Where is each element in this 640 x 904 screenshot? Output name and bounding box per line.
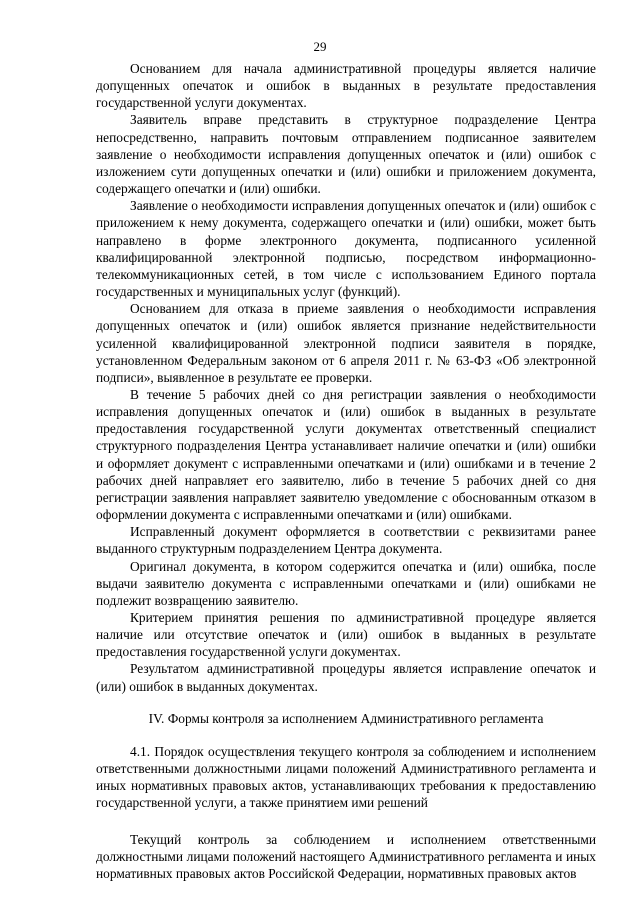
paragraph-applicant-right: Заявитель вправе представить в структурное подразделение Центра непосредственно, направить почтовым отправлением подписанное заявителем заявление о необходимости исправления допущенных опечаток и (или) ошибок с изложением сути допущенных опечатки и (или) ошибки и приложением документа, содержащего опечатки и (или) ошибки. [96,112,596,197]
section-heading: IV. Формы контроля за исполнением Административного регламента [148,710,544,726]
document-body [96,60,596,882]
paragraph-grounds-for-procedure: Основанием для начала административной процедуры является наличие допущенных опечаток и ошибок в выданных в результате предоставления государственной услуги документах. [96,61,596,111]
subsection-heading: 4.1. Порядок осуществления текущего контроля за соблюдением и исполнением ответственными должностными лицами положений Административного регламента и иных нормативных правовых актов, устанавливающих требования к предоставлению государственной услуги, а также принятием ими решений [96,743,596,811]
paragraph-grounds-for-refusal: Основанием для отказа в приеме заявления о необходимости исправления допущенных опечаток и (или) ошибок является признание недействительности усиленной квалифицированной электронной подписи заявителя в порядке, установленном Федеральным законом от 6 апреля 2011 г. № 63-ФЗ «Об электронной подписи», выявленное в результате ее проверки. [96,301,596,385]
paragraph-procedure-result: Результатом административной процедуры является исправление опечаток и (или) ошибок в выданных документах. [96,661,596,694]
paragraph-electronic-application: Заявление о необходимости исправления допущенных опечаток и (или) ошибок с приложением к нему документа, содержащего опечатки и (или) ошибки, может быть направлено в форме электронного документа, подписанного усиленной квалифицированной электронной подписью, посредством информационно-телекоммуникационных сетей, в том числе с использованием Единого портала государственных и муниципальных услуг (функций). [96,198,596,300]
paragraph-corrected-document: Исправленный документ оформляется в соответствии с реквизитами ранее выданного структурным подразделением Центра документа. [96,524,596,557]
paragraph-current-control: Текущий контроль за соблюдением и исполнением ответственными должностными лицами положений настоящего Административного регламента и иных нормативных правовых актов Российской Федерации, нормативных правовых актов [96,831,596,881]
paragraph-original-document: Оригинал документа, в котором содержится опечатка и (или) ошибка, после выдачи заявителю документа с исправленными опечатками и (или) ошибками не подлежит возвращению заявителю. [96,558,596,608]
page-number: 29 [313,39,327,54]
paragraph-processing-deadline: В течение 5 рабочих дней со дня регистрации заявления о необходимости исправления допущенных опечаток и (или) ошибок в выданных в результате предоставления государственной услуги документах ответственный специалист структурного подразделения Центра устанавливает наличие опечатки и (или) ошибки и оформляет документ с исправленными опечатками и (или) ошибками и в течение 2 рабочих дней направляет его заявителю, либо в течение 5 рабочих дней со дня регистрации заявления направляет заявителю уведомление с обоснованным отказом в оформлении документа с исправленными опечатками и (или) ошибками. [96,386,596,523]
paragraph-decision-criterion: Критерием принятия решения по административной процедуре является наличие или отсутствие опечаток и (или) ошибок в выданных в результате предоставления государственной услуги документах. [96,610,596,660]
